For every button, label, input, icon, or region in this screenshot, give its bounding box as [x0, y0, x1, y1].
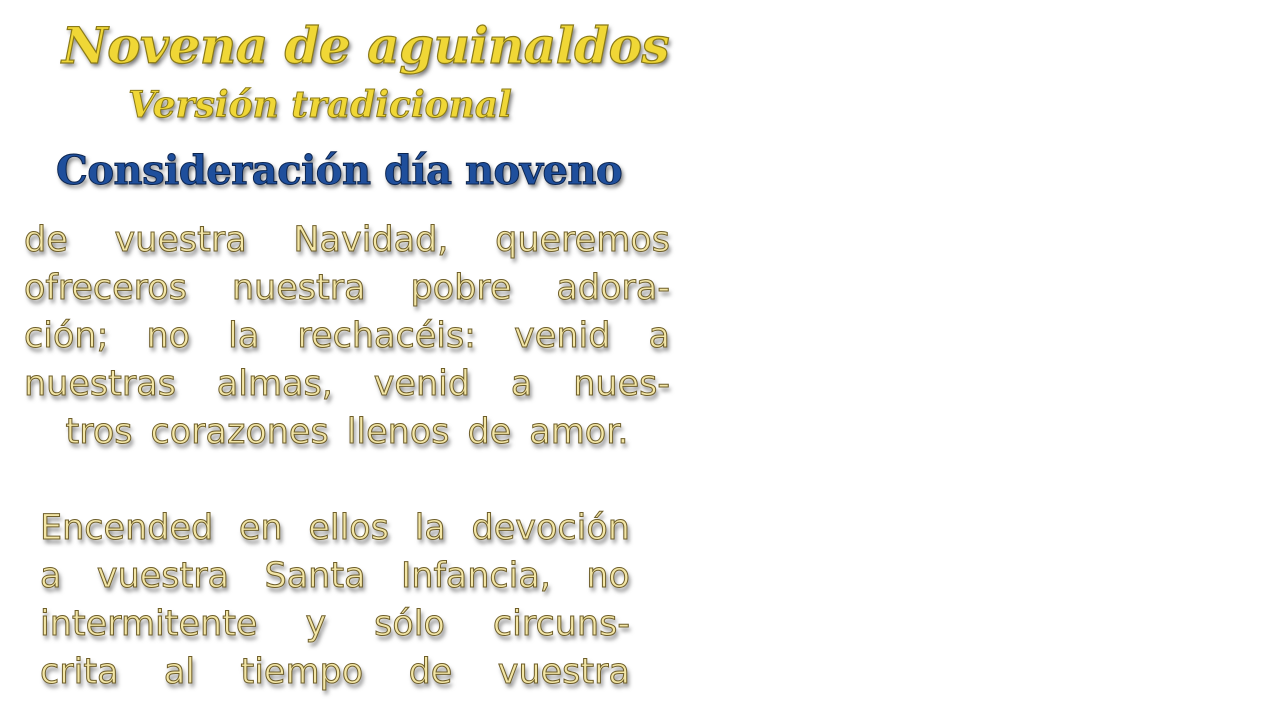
- text-line: ofreceros nuestra pobre adora-: [24, 268, 670, 308]
- text-line: ción; no la rechacéis: venid a: [24, 316, 670, 356]
- text-line: crita al tiempo de vuestra: [40, 652, 630, 692]
- consideration-paragraph-1: [24, 216, 670, 456]
- text-line: de vuestra Navidad, queremos: [24, 220, 670, 260]
- version-subtitle: Versión tradicional: [128, 84, 512, 126]
- text-line: Encended en ellos la devoción: [40, 508, 630, 548]
- novena-title: Novena de aguinaldos: [62, 16, 670, 75]
- text-line: intermitente y sólo circuns-: [40, 604, 630, 644]
- section-heading: Consideración día noveno: [56, 147, 623, 194]
- text-line: nuestras almas, venid a nues-: [24, 364, 670, 404]
- consideration-paragraph-2: [40, 504, 630, 696]
- text-line: a vuestra Santa Infancia, no: [40, 556, 630, 596]
- text-line: tros corazones llenos de amor.: [65, 412, 629, 452]
